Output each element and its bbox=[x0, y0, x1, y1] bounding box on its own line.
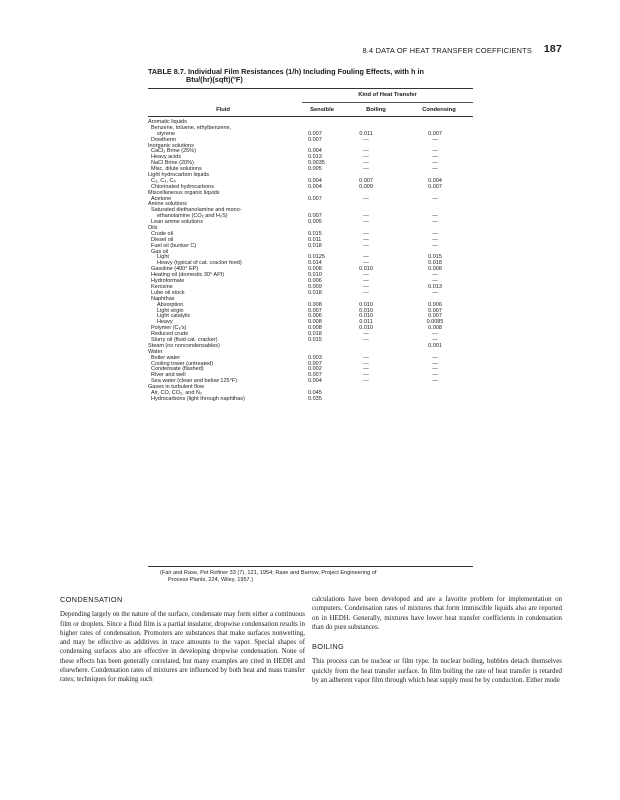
condensing-cell: 0.007 bbox=[428, 307, 442, 314]
column-header-fluid: Fluid bbox=[216, 107, 230, 113]
fluid-cell: styrene bbox=[157, 130, 176, 137]
table-top-rule bbox=[148, 88, 473, 89]
boiling-cell: — bbox=[363, 260, 369, 267]
condensation-paragraph: Depending largely on the nature of the surface, condensate may form either a continuous film or droplets. Since a fluid film is a partial insulator, dropwise condensation results in higher rates of condensation. Promoters are substances that make surfaces nonwetting, and may be effective as additives in trace amounts to the vapor. Special shapes of condensing surfaces also are effective in developing dropwise condensation. None of these effects has been generally correlated, but many examples are cited in HEDH and elsewhere. Condensation rates of mixtures are influenced by both heat and mass transfer rates; techniques for making such bbox=[60, 611, 305, 684]
sensible-cell: 0.011 bbox=[308, 236, 322, 243]
table-bottom-rule bbox=[148, 566, 473, 567]
fluid-cell: River and well bbox=[151, 372, 186, 379]
condensing-cell: 0.008 bbox=[428, 266, 442, 273]
condensing-cell: — bbox=[432, 378, 438, 385]
boiling-cell: — bbox=[363, 366, 369, 373]
boiling-cell: — bbox=[363, 213, 369, 220]
boiling-cell: — bbox=[363, 242, 369, 249]
sensible-cell: 0.008 bbox=[308, 319, 322, 326]
fluid-cell: Air, CO, CO₂, and N₂ bbox=[151, 389, 203, 396]
condensing-cell: — bbox=[432, 166, 438, 173]
fluid-cell: Gas oil bbox=[151, 248, 169, 255]
boiling-cell: — bbox=[363, 331, 369, 338]
condensation-heading: CONDENSATION bbox=[60, 595, 123, 604]
fluid-cell: Gasoline (400° EP) bbox=[151, 266, 199, 273]
condensation-continued-paragraph: calculations have been developed and are a favorite problem for implementation on computers. Condensation rates of mixtures that form immiscible liquids also are reported on in HEDH. Generally, mixtures have lower heat transfer coefficients in condensation than do pure substances. bbox=[312, 596, 562, 631]
fluid-cell: ethanolamine (CO₂ and H₂S) bbox=[157, 213, 228, 220]
fluid-cell: Absorption bbox=[157, 301, 184, 308]
sensible-cell: 0.008 bbox=[308, 325, 322, 332]
table-source-line-1: (Fair and Rase, Pet Refiner 33 (7), 121, 1954; Rase and Barrow, Project Engineering of bbox=[160, 570, 377, 576]
sensible-cell: 0.0125 bbox=[308, 254, 325, 261]
page-number: 187 bbox=[543, 43, 562, 55]
sensible-cell: 0.018 bbox=[308, 242, 322, 249]
sensible-cell: 0.0035 bbox=[308, 160, 325, 167]
fluid-cell: Light catalytic bbox=[157, 313, 191, 320]
boiling-cell: — bbox=[363, 166, 369, 173]
condensing-cell: 0.015 bbox=[428, 254, 442, 261]
boiling-cell: — bbox=[363, 195, 369, 202]
fluid-cell: Heavy (typical of cat. cracker feed) bbox=[157, 260, 242, 267]
boiling-paragraph: This process can be nuclear or film type. In nuclear boiling, bubbles detach themselves quickly from the heat transfer surface. In film boiling the rate of heat transfer is retarded by an adherent vapor film through which heat supply must be by conduction. Either mode bbox=[312, 658, 562, 685]
fluid-cell: Lean amine solutions bbox=[151, 219, 203, 226]
table-source-line-2: Process Plants, 224, Wiley, 1957.) bbox=[168, 577, 254, 583]
boiling-cell: — bbox=[363, 289, 369, 296]
sensible-cell: 0.015 bbox=[308, 230, 322, 237]
condensing-cell: — bbox=[432, 272, 438, 279]
condensing-cell: — bbox=[432, 360, 438, 367]
condensing-cell: 0.007 bbox=[428, 183, 442, 190]
condensing-cell: — bbox=[432, 278, 438, 285]
column-header-boiling: Boiling bbox=[366, 107, 386, 113]
table-row bbox=[148, 397, 473, 403]
fluid-cell: Aromatic liquids bbox=[148, 119, 187, 125]
column-header-sensible: Sensible bbox=[310, 107, 334, 113]
fluid-cell: Fuel oil (bunker C) bbox=[151, 242, 197, 249]
sensible-cell: 0.007 bbox=[308, 136, 322, 143]
sensible-cell: 0.035 bbox=[308, 395, 322, 402]
sensible-cell: 0.005 bbox=[308, 166, 322, 173]
boiling-cell: 0.010 bbox=[359, 266, 373, 273]
page-header bbox=[60, 44, 562, 58]
condensing-cell: — bbox=[432, 354, 438, 361]
sensible-cell: 0.010 bbox=[308, 272, 322, 279]
sensible-cell: 0.004 bbox=[308, 177, 322, 184]
fluid-cell: Slurry oil (fluid cat. cracker) bbox=[151, 336, 218, 343]
condensing-cell: 0.0085 bbox=[426, 319, 444, 326]
fluid-cell: Steam (no noncondensables) bbox=[148, 342, 220, 349]
sensible-cell: 0.004 bbox=[308, 148, 322, 155]
fluid-cell: Lube oil stock bbox=[151, 289, 185, 296]
condensing-cell: 0.008 bbox=[428, 325, 442, 332]
condensing-cell: — bbox=[432, 236, 438, 243]
fluid-cell: Gases in turbulent flow bbox=[148, 384, 204, 391]
fluid-cell: Condensate (flashed) bbox=[151, 366, 204, 373]
fluid-cell: Polymer (C₈'s) bbox=[151, 325, 187, 332]
condensing-cell: 0.006 bbox=[428, 301, 442, 308]
boiling-cell: — bbox=[363, 148, 369, 155]
table-header-rule bbox=[148, 116, 473, 117]
fluid-cell: Hydrocarbons (light through naphthas) bbox=[151, 395, 245, 402]
boiling-cell: — bbox=[363, 278, 369, 285]
condensing-cell: — bbox=[432, 336, 438, 343]
boiling-cell: — bbox=[363, 236, 369, 243]
fluid-cell: Boiler water bbox=[151, 354, 181, 361]
boiling-cell: — bbox=[363, 254, 369, 261]
fluid-cell: Light bbox=[157, 254, 169, 261]
condensing-cell: — bbox=[432, 148, 438, 155]
kind-header-rule bbox=[302, 102, 473, 103]
fluid-cell: Dowtherm bbox=[151, 136, 177, 143]
fluid-cell: C₃, C₄, C₅ bbox=[151, 177, 176, 184]
sensible-cell: 0.015 bbox=[308, 336, 322, 343]
fluid-cell: Misc. dilute solutions bbox=[151, 166, 202, 173]
sensible-cell: 0.013 bbox=[308, 154, 322, 161]
condensing-cell: 0.018 bbox=[428, 260, 442, 267]
boiling-cell: 0.010 bbox=[359, 313, 373, 320]
condensing-cell: — bbox=[432, 195, 438, 202]
condensing-cell: — bbox=[432, 289, 438, 296]
table-caption-line-2: Btu/(hr)(sqft)(°F) bbox=[186, 75, 243, 85]
sensible-cell: 0.045 bbox=[308, 389, 322, 396]
running-section-title: 8.4 DATA OF HEAT TRANSFER COEFFICIENTS bbox=[362, 46, 532, 55]
fluid-cell: Inorganic solutions bbox=[148, 142, 194, 149]
fluid-cell: Amine solutions bbox=[148, 201, 187, 208]
fluid-cell: Crude oil bbox=[151, 230, 174, 237]
boiling-cell: 0.007 bbox=[359, 177, 373, 184]
sensible-cell: 0.008 bbox=[308, 266, 322, 273]
boiling-cell: — bbox=[363, 283, 369, 290]
condensing-cell: — bbox=[432, 154, 438, 161]
condensing-cell: — bbox=[432, 213, 438, 220]
film-resistance-table-body bbox=[148, 120, 473, 403]
sensible-cell: 0.007 bbox=[308, 360, 322, 367]
condensing-cell: — bbox=[432, 331, 438, 338]
fluid-cell: Diesel oil bbox=[151, 236, 174, 243]
sensible-cell: 0.006 bbox=[308, 313, 322, 320]
sensible-cell: 0.004 bbox=[308, 378, 322, 385]
boiling-cell: 0.010 bbox=[359, 307, 373, 314]
boiling-cell: — bbox=[363, 360, 369, 367]
sensible-cell: 0.004 bbox=[308, 183, 322, 190]
sensible-cell: 0.014 bbox=[308, 260, 322, 267]
fluid-cell: Light virgin bbox=[157, 307, 184, 314]
kind-of-heat-transfer-header: Kind of Heat Transfer bbox=[358, 92, 417, 98]
fluid-cell: Kerosine bbox=[151, 283, 173, 290]
condensing-cell: — bbox=[432, 242, 438, 249]
condensing-cell: 0.001 bbox=[428, 342, 442, 349]
sensible-cell: 0.018 bbox=[308, 331, 322, 338]
boiling-cell: — bbox=[363, 336, 369, 343]
fluid-cell: Acetone bbox=[151, 195, 172, 202]
fluid-cell: Heavy bbox=[157, 319, 173, 326]
boiling-cell: 0.010 bbox=[359, 301, 373, 308]
sensible-cell: 0.007 bbox=[308, 372, 322, 379]
sensible-cell: 0.007 bbox=[308, 307, 322, 314]
fluid-cell: CaCl₂ Brine (25%) bbox=[151, 148, 196, 155]
condensing-cell: 0.007 bbox=[428, 313, 442, 320]
condensing-cell: — bbox=[432, 230, 438, 237]
sensible-cell: 0.007 bbox=[308, 195, 322, 202]
boiling-cell: — bbox=[363, 372, 369, 379]
fluid-cell: Sea water (clean and below 125°F) bbox=[151, 378, 237, 385]
sensible-cell: 0.003 bbox=[308, 354, 322, 361]
fluid-cell: NaCl Brine (20%) bbox=[151, 160, 194, 167]
boiling-cell: — bbox=[363, 230, 369, 237]
fluid-cell: Light hydrocarbon liquids bbox=[148, 172, 210, 179]
boiling-cell: — bbox=[363, 136, 369, 143]
boiling-cell: — bbox=[363, 160, 369, 167]
right-text-column bbox=[312, 595, 562, 685]
fluid-cell: Hydroformate bbox=[151, 278, 185, 285]
table-caption-line-1: TABLE 8.7. Individual Film Resistances (1/h) Including Fouling Effects, with h in bbox=[148, 67, 424, 76]
condensing-cell: 0.004 bbox=[428, 177, 442, 184]
sensible-cell: 0.006 bbox=[308, 278, 322, 285]
table-source-note bbox=[160, 570, 470, 584]
fluid-cell: Water bbox=[148, 348, 163, 355]
boiling-cell: — bbox=[363, 378, 369, 385]
sensible-cell: 0.007 bbox=[308, 213, 322, 220]
boiling-heading: BOILING bbox=[312, 642, 345, 652]
condensing-cell: — bbox=[432, 219, 438, 226]
fluid-cell: Benzene, toluene, ethylbenzene, bbox=[151, 124, 232, 131]
boiling-cell: — bbox=[363, 272, 369, 279]
sensible-cell: 0.005 bbox=[308, 219, 322, 226]
fluid-cell: Reduced crude bbox=[151, 331, 189, 338]
sensible-cell: 0.018 bbox=[308, 289, 322, 296]
condensing-cell: — bbox=[432, 372, 438, 379]
condensing-cell: — bbox=[432, 366, 438, 373]
condensing-cell: — bbox=[432, 160, 438, 167]
fluid-cell: Oils bbox=[148, 225, 158, 232]
boiling-cell: 0.010 bbox=[359, 325, 373, 332]
sensible-cell: 0.008 bbox=[308, 301, 322, 308]
left-text-column bbox=[60, 595, 305, 685]
fluid-cell: Miscellaneous organic liquids bbox=[148, 189, 220, 196]
boiling-cell: 0.011 bbox=[359, 319, 373, 326]
sensible-cell: 0.002 bbox=[308, 366, 322, 373]
condensing-cell: 0.013 bbox=[428, 283, 442, 290]
boiling-cell: 0.011 bbox=[359, 130, 373, 137]
column-header-condensing: Condensing bbox=[422, 107, 456, 113]
sensible-cell: 0.009 bbox=[308, 283, 322, 290]
fluid-cell: Heavy acids bbox=[151, 154, 181, 161]
table-caption bbox=[148, 68, 478, 85]
boiling-cell: — bbox=[363, 354, 369, 361]
fluid-cell: Cooling tower (untreated) bbox=[151, 360, 214, 367]
fluid-cell: Chlorinated hydrocarbons bbox=[151, 183, 214, 190]
sensible-cell: 0.007 bbox=[308, 130, 322, 137]
boiling-cell: — bbox=[363, 219, 369, 226]
condensing-cell: — bbox=[432, 136, 438, 143]
fluid-cell: Naphthas bbox=[151, 295, 175, 302]
condensing-cell: 0.007 bbox=[428, 130, 442, 137]
boiling-cell: — bbox=[363, 154, 369, 161]
fluid-cell: Saturated diethanolamine and mono- bbox=[151, 207, 242, 214]
fluid-cell: Heating oil (domestic 30° API) bbox=[151, 272, 225, 279]
boiling-cell: 0.009 bbox=[359, 183, 373, 190]
